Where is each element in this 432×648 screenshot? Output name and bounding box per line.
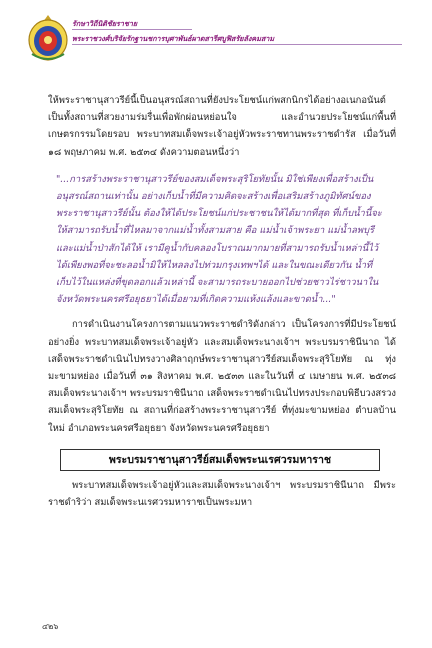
header-text	[72, 18, 412, 45]
header-subtitle: พระราชวงศ์บริจัยรักฐานชการบุศาพันธ์ผาดสารีศบูฟิสรัยลังคมสาม	[72, 33, 402, 45]
section-paragraph: พระบาทสมเด็จพระเจ้าอยู่หัวและสมเด็จพระนางเจ้าฯ พระบรมราชินีนาถ มีพระราชดำริว่า สมเด็จพระนเรศวรมหาราชเป็นพระมหา	[48, 479, 396, 509]
page-body	[48, 92, 396, 511]
header-title: รักษาวิถีนิติชัยราชาย	[72, 18, 192, 30]
section-heading: พระบรมราชานุสาวรีย์สมเด็จพระนเรศวรมหาราช	[60, 449, 380, 471]
page-number: ๔๒๖	[42, 622, 59, 631]
royal-quote: "...การสร้างพระราชานุสาวรีย์ของสมเด็จพระสุริโยทัยนั้น มิใช่เพียงเพื่อสร้างเป็นอนุสรณ์สถานเท่านั้น อย่างเก็บน้ำที่มีความคิดจะสร้างเพื่อเสริมสร้างภูมิทัศน์ของพระราชานุสาวรีย์นั้น ต้องให้ได้ประโยชน์แก่ประชาชนให้ได้มากที่สุด ที่เก็บน้ำนี้จะให้สามารถรับน้ำที่ไหลมาจากแม่น้ำทั้งสามสาย คือ แม่น้ำเจ้าพระยา แม่น้ำลพบุรี และแม่น้ำป่าสักได้ให้ เรามีคูน้ำกับคลองโบราณมากมายที่สามารถรับน้ำเหล่านี้ไว้ได้เพียงพอที่จะชะลอน้ำมิให้ไหลลงไปท่วมกรุงเทพฯได้ และในขณะเดียวกัน น้ำที่เก็บไว้ในแหล่งที่ขุดลอกแล้วเหล่านี้ จะสามารถระบายออกไปช่วยชาวไร่ชาวนาในจังหวัดพระนครศรีอยุธยาได้เมื่อยามที่เกิดความแห้งแล้งและขาดน้ำ..."	[56, 173, 382, 306]
page-header	[26, 14, 416, 64]
project-paragraph: การดำเนินงานโครงการตามแนวพระราชดำริดังกล่าว เป็นโครงการที่มีประโยชน์อย่างยิ่ง พระบาทสมเด็จพระเจ้าอยู่หัว และสมเด็จพระนางเจ้าฯ พระบรมราชินีนาถ ได้เสด็จพระราชดำเนินไปทรงวางศิลาฤกษ์พระราชานุสาวรีย์สมเด็จพระสุริโยทัย ณ ทุ่งมะขามหย่อง เมื่อวันที่ ๓๑ สิงหาคม พ.ศ. ๒๕๓๓ และในวันที่ ๔ เมษายน พ.ศ. ๒๕๓๘ สมเด็จพระนางเจ้าฯ พระบรมราชินีนาถ เสด็จพระราชดำเนินไปทรงประกอบพิธีบวงสรวงสมเด็จพระสุริโยทัย ณ สถานที่ก่อสร้างพระราชานุสาวรีย์ ที่ทุ่งมะขามหย่อง ตำบลบ้านใหม่ อำเภอพระนครศรีอยุธยา จังหวัดพระนครศรีอยุธยา	[48, 319, 396, 434]
royal-emblem-icon	[26, 14, 70, 62]
intro-paragraph: ให้พระราชานุสาวรีย์นี้เป็นอนุสรณ์สถานที่ยังประโยชน์แก่พสกนิกรได้อย่างอเนกอนันต์ เป็นทั้งสถานที่สวยงามร่มรื่นเพื่อพักผ่อนหย่อนใจ และอำนวยประโยชน์แก่พื้นที่เกษตรกรรมโดยรอบ พระบาทสมเด็จพระเจ้าอยู่หัวพระราชทานพระราชดำรัส เมื่อวันที่ ๑๘ พฤษภาคม พ.ศ. ๒๕๓๔ ดังความตอนหนึ่งว่า	[48, 95, 396, 158]
